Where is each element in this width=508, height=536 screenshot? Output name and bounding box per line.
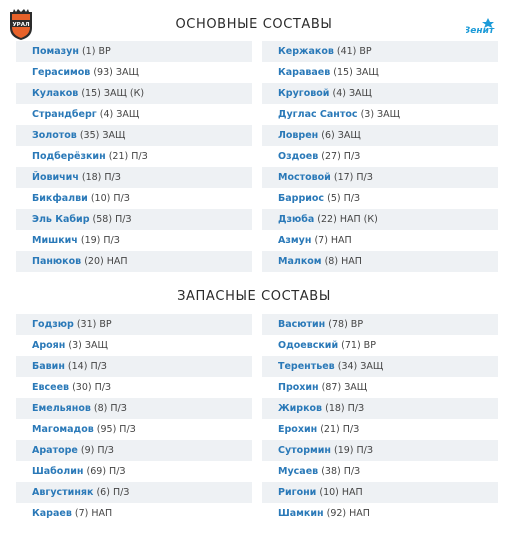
player-number-position: (95) П/З — [96, 424, 136, 435]
player-row — [262, 440, 498, 461]
player-number-position: (9) П/З — [80, 445, 114, 456]
home-subs-list — [16, 314, 252, 524]
player-number-position: (1) ВР — [81, 46, 111, 57]
player-name-link[interactable]: Страндберг — [32, 109, 97, 120]
player-name-link[interactable]: Ерохин — [278, 424, 318, 435]
player-number-position: (78) ВР — [328, 319, 364, 330]
player-number-position: (58) П/З — [92, 214, 132, 225]
player-name-link[interactable]: Шамкин — [278, 508, 324, 519]
player-number-position: (7) НАП — [314, 235, 352, 246]
player-row — [262, 314, 498, 335]
player-row — [262, 104, 498, 125]
home-main-list — [16, 41, 252, 272]
player-number-position: (4) ЗАЩ — [332, 88, 372, 99]
player-name-link[interactable]: Герасимов — [32, 67, 91, 78]
player-name-link[interactable]: Круговой — [278, 88, 330, 99]
player-number-position: (69) П/З — [86, 466, 126, 477]
player-row — [16, 356, 252, 377]
player-number-position: (27) П/З — [321, 151, 361, 162]
player-number-position: (6) П/З — [96, 487, 130, 498]
main-lineups-title: ОСНОВНЫЕ СОСТАВЫ — [175, 17, 333, 32]
player-name-link[interactable]: Караваев — [278, 67, 331, 78]
player-name-link[interactable]: Малком — [278, 256, 322, 267]
player-number-position: (17) П/З — [333, 172, 373, 183]
player-name-link[interactable]: Караев — [32, 508, 72, 519]
player-name-link[interactable]: Бикфалви — [32, 193, 88, 204]
player-name-link[interactable]: Араторе — [32, 445, 78, 456]
player-name-link[interactable]: Годзюр — [32, 319, 74, 330]
player-row — [16, 41, 252, 62]
player-number-position: (3) ЗАЩ — [68, 340, 108, 351]
player-row — [16, 314, 252, 335]
player-row — [16, 125, 252, 146]
player-name-link[interactable]: Эль Кабир — [32, 214, 90, 225]
player-number-position: (6) ЗАЩ — [321, 130, 361, 141]
player-number-position: (18) П/З — [325, 403, 365, 414]
player-number-position: (18) П/З — [81, 172, 121, 183]
player-number-position: (93) ЗАЩ — [93, 67, 139, 78]
player-row — [16, 335, 252, 356]
player-row — [16, 377, 252, 398]
player-row — [16, 62, 252, 83]
player-number-position: (19) П/З — [80, 235, 120, 246]
player-row — [262, 146, 498, 167]
player-number-position: (15) ЗАЩ (К) — [81, 88, 145, 99]
player-number-position: (14) П/З — [67, 361, 107, 372]
player-name-link[interactable]: Ловрен — [278, 130, 319, 141]
player-row — [262, 482, 498, 503]
player-row — [262, 503, 498, 524]
player-name-link[interactable]: Йовичич — [32, 172, 79, 183]
player-name-link[interactable]: Мусаев — [278, 466, 319, 477]
player-name-link[interactable]: Дуглас Сантос — [278, 109, 358, 120]
player-row — [16, 209, 252, 230]
player-name-link[interactable]: Помазун — [32, 46, 79, 57]
player-number-position: (15) ЗАЩ — [333, 67, 379, 78]
player-number-position: (10) П/З — [90, 193, 130, 204]
player-row — [16, 461, 252, 482]
player-row — [262, 251, 498, 272]
player-number-position: (3) ЗАЩ — [360, 109, 401, 120]
player-row — [262, 419, 498, 440]
player-name-link[interactable]: Емельянов — [32, 403, 91, 414]
player-row — [16, 503, 252, 524]
player-row — [16, 482, 252, 503]
player-row — [16, 398, 252, 419]
player-name-link[interactable]: Кулаков — [32, 88, 79, 99]
player-number-position: (31) ВР — [76, 319, 112, 330]
player-name-link[interactable]: Евсеев — [32, 382, 70, 393]
player-row — [262, 209, 498, 230]
player-row — [262, 125, 498, 146]
player-name-link[interactable]: Бавин — [32, 361, 65, 372]
player-number-position: (71) ВР — [341, 340, 376, 351]
player-number-position: (5) П/З — [327, 193, 361, 204]
away-subs-list — [262, 314, 498, 524]
player-number-position: (21) П/З — [108, 151, 148, 162]
player-row — [262, 230, 498, 251]
player-number-position: (19) П/З — [334, 445, 373, 456]
player-name-link[interactable]: Ароян — [32, 340, 66, 351]
player-number-position: (10) НАП — [319, 487, 363, 498]
player-row — [262, 41, 498, 62]
player-name-link[interactable]: Барриос — [278, 193, 325, 204]
player-number-position: (8) П/З — [93, 403, 127, 414]
player-number-position: (8) НАП — [324, 256, 362, 267]
player-name-link[interactable]: Магомадов — [32, 424, 94, 435]
player-name-link[interactable]: Кержаков — [278, 46, 334, 57]
player-number-position: (92) НАП — [326, 508, 370, 519]
player-row — [16, 146, 252, 167]
player-number-position: (34) ЗАЩ — [337, 361, 384, 372]
zenit-logo-text: Зенит — [466, 26, 495, 36]
player-row — [16, 188, 252, 209]
player-name-link[interactable]: Дзюба — [278, 214, 315, 225]
player-number-position: (22) НАП (К) — [317, 214, 378, 225]
player-number-position: (7) НАП — [74, 508, 113, 519]
player-row — [262, 377, 498, 398]
player-name-link[interactable]: Терентьев — [278, 361, 335, 372]
player-name-link[interactable]: Оздоев — [278, 151, 319, 162]
player-name-link[interactable]: Августиняк — [32, 487, 94, 498]
player-row — [262, 461, 498, 482]
player-name-link[interactable]: Азмун — [278, 235, 312, 246]
player-row — [16, 419, 252, 440]
ural-logo-text: УРАЛ — [12, 22, 30, 28]
player-name-link[interactable]: Мостовой — [278, 172, 331, 183]
player-row — [16, 440, 252, 461]
player-name-link[interactable]: Сутормин — [278, 445, 331, 456]
player-number-position: (20) НАП — [84, 256, 128, 267]
player-row — [262, 62, 498, 83]
player-name-link[interactable]: Ригони — [278, 487, 317, 498]
player-row — [16, 251, 252, 272]
subs-lineups-title: ЗАПАСНЫЕ СОСТАВЫ — [177, 289, 331, 304]
player-row — [262, 356, 498, 377]
player-number-position: (35) ЗАЩ — [79, 130, 126, 141]
player-number-position: (87) ЗАЩ — [321, 382, 368, 393]
player-name-link[interactable]: Жирков — [278, 403, 323, 414]
player-number-position: (21) П/З — [320, 424, 360, 435]
player-name-link[interactable]: Шаболин — [32, 466, 84, 477]
player-name-link[interactable]: Одоевский — [278, 340, 339, 351]
player-row — [16, 230, 252, 251]
player-number-position: (41) ВР — [336, 46, 372, 57]
player-row — [262, 188, 498, 209]
player-row — [16, 104, 252, 125]
player-row — [262, 335, 498, 356]
player-row — [262, 167, 498, 188]
player-row — [16, 83, 252, 104]
player-name-link[interactable]: Прохин — [278, 382, 319, 393]
player-row — [262, 398, 498, 419]
player-number-position: (4) ЗАЩ — [99, 109, 140, 120]
player-name-link[interactable]: Васютин — [278, 319, 326, 330]
player-row — [16, 167, 252, 188]
player-row — [262, 83, 498, 104]
player-name-link[interactable]: Панюков — [32, 256, 82, 267]
player-name-link[interactable]: Мишкич — [32, 235, 78, 246]
player-number-position: (38) П/З — [321, 466, 361, 477]
player-name-link[interactable]: Подберёзкин — [32, 151, 106, 162]
player-number-position: (30) П/З — [72, 382, 112, 393]
away-main-list — [262, 41, 498, 272]
player-name-link[interactable]: Золотов — [32, 130, 77, 141]
